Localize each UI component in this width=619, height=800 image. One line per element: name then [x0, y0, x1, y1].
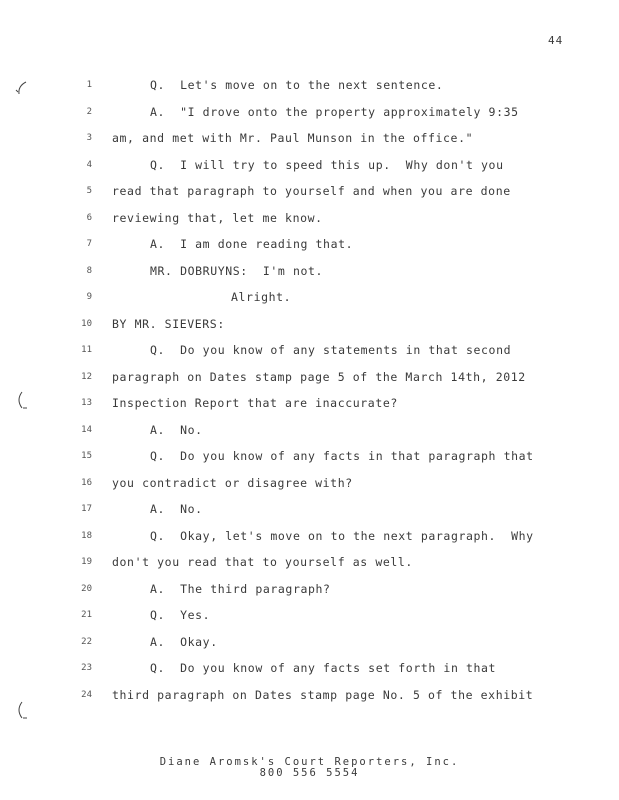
line-number: 22: [81, 636, 92, 647]
line-number: 24: [81, 689, 92, 700]
transcript-line: [0, 78, 619, 105]
line-number: 18: [81, 530, 92, 541]
line-number: 17: [81, 504, 92, 514]
line-number: 4: [86, 159, 92, 170]
line-number: 15: [81, 451, 92, 461]
line-number: 20: [81, 583, 92, 594]
line-number: 3: [86, 133, 92, 143]
line-number: 19: [81, 557, 92, 567]
transcript-line: [0, 661, 619, 688]
line-number: 2: [86, 106, 92, 117]
line-text: A. I am done reading that.: [150, 237, 354, 251]
line-number: 23: [81, 663, 92, 673]
line-text: BY MR. SIEVERS:: [112, 316, 225, 331]
line-number: 16: [81, 477, 92, 488]
transcript-line: [0, 184, 619, 211]
line-text: Q. Let's move on to the next sentence.: [150, 78, 444, 92]
line-number: 6: [86, 212, 92, 223]
transcript-line: [0, 582, 619, 609]
transcript-line: [0, 317, 619, 344]
footer-company: Diane Aromsk's Court Reporters, Inc.: [159, 756, 460, 768]
line-text: A. "I drove onto the property approximately 9:35: [150, 104, 519, 119]
transcript-body: [0, 78, 619, 714]
line-text: A. Okay.: [150, 634, 218, 649]
line-text: Q. Do you know of any facts set forth in that: [150, 661, 497, 675]
transcript-line: [0, 370, 619, 397]
line-number: 21: [81, 610, 92, 620]
line-number: 7: [86, 239, 92, 249]
line-number: 14: [81, 424, 92, 435]
footer-phone: 800 556 5554: [259, 767, 360, 779]
line-text: paragraph on Dates stamp page 5 of the March 14th, 2012: [112, 369, 526, 384]
transcript-line: [0, 502, 619, 529]
line-number: 11: [81, 345, 92, 355]
line-text: am, and met with Mr. Paul Munson in the office.": [112, 131, 474, 145]
transcript-line: [0, 396, 619, 423]
transcript-line: [0, 264, 619, 291]
transcript-line: [0, 449, 619, 476]
transcript-line: [0, 423, 619, 450]
transcript-line: [0, 555, 619, 582]
line-text: MR. DOBRUYNS: I'm not.: [150, 263, 324, 278]
line-number: 5: [86, 186, 92, 196]
transcript-line: [0, 688, 619, 715]
line-number: 12: [81, 371, 92, 382]
transcript-line: [0, 211, 619, 238]
line-text: you contradict or disagree with?: [112, 475, 353, 490]
transcript-line: [0, 343, 619, 370]
line-number: 8: [86, 265, 92, 276]
transcript-line: [0, 635, 619, 662]
transcript-line: [0, 131, 619, 158]
transcript-line: [0, 158, 619, 185]
line-number: 10: [81, 318, 92, 329]
line-text: Q. Yes.: [150, 608, 211, 622]
transcript-line: [0, 237, 619, 264]
line-text: third paragraph on Dates stamp page No. 5 of the exhibit: [112, 687, 534, 702]
line-number: 1: [86, 80, 92, 90]
line-text: A. No.: [150, 502, 203, 516]
line-text: reviewing that, let me know.: [112, 210, 323, 225]
transcript-line: [0, 290, 619, 317]
page-number: 44: [548, 34, 564, 47]
line-number: 9: [86, 292, 92, 302]
transcript-line: [0, 529, 619, 556]
line-text: Q. Do you know of any statements in that second: [150, 343, 512, 357]
transcript-line: [0, 105, 619, 132]
line-text: Q. I will try to speed this up. Why don't you: [150, 157, 504, 172]
line-text: A. The third paragraph?: [150, 581, 331, 596]
transcript-line: [0, 608, 619, 635]
line-text: don't you read that to yourself as well.: [112, 555, 413, 569]
footer: [0, 757, 619, 779]
line-text: read that paragraph to yourself and when you are done: [112, 184, 511, 198]
line-text: Inspection Report that are inaccurate?: [112, 396, 398, 410]
line-text: Q. Okay, let's move on to the next paragraph. Why: [150, 528, 534, 543]
line-number: 13: [81, 398, 92, 408]
line-text: Alright.: [231, 290, 292, 304]
line-text: Q. Do you know of any facts in that paragraph that: [150, 449, 534, 463]
transcript-line: [0, 476, 619, 503]
line-text: A. No.: [150, 422, 203, 437]
